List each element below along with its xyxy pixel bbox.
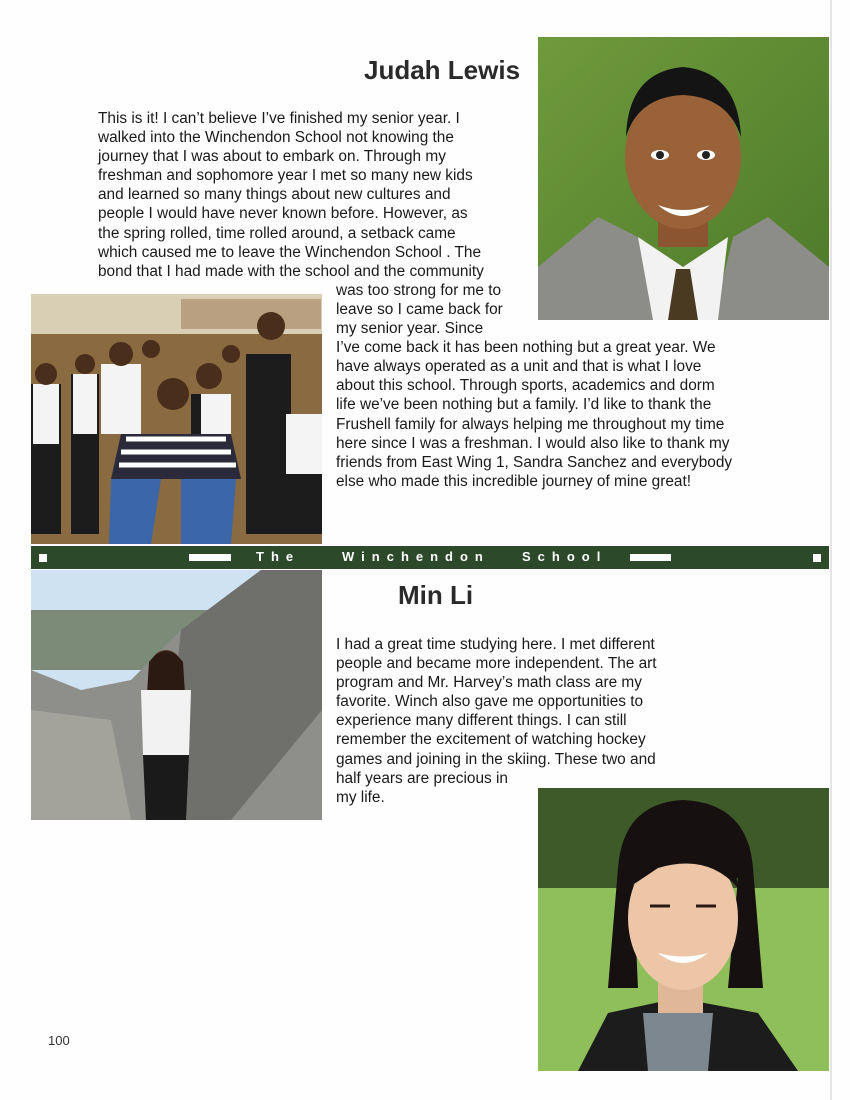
bio-line: bond that I had made with the school and the community bbox=[98, 262, 484, 280]
bio-line: people I would have never known before. However, as bbox=[98, 205, 468, 223]
portrait-min-li-photo bbox=[538, 788, 829, 1071]
bio-line: journey that I was about to embark on. Through my bbox=[98, 148, 446, 166]
banner-word-winchendon: Winchendon bbox=[342, 549, 490, 564]
bio-line: and learned so many things about new cultures and bbox=[98, 186, 451, 204]
banner-word-the: The bbox=[256, 549, 301, 564]
bio-line: games and joining in the skiing. These two and bbox=[336, 750, 656, 768]
student-name-judah: Judah Lewis bbox=[364, 55, 521, 85]
bio-line: This is it! I can’t believe I’ve finished my senior year. I bbox=[98, 110, 460, 127]
school-banner bbox=[31, 546, 829, 569]
bio-line: friends from East Wing 1, Sandra Sanchez and everybody bbox=[336, 453, 733, 471]
page-number: 100 bbox=[48, 1033, 70, 1048]
bio-line: I had a great time studying here. I met different bbox=[336, 636, 655, 653]
group-photo-students bbox=[31, 294, 322, 544]
bio-line: have always operated as a unit and that is what I love bbox=[336, 358, 702, 376]
bio-line: favorite. Winch also gave me opportunities to bbox=[336, 693, 644, 711]
bio-line: life we’ve been nothing but a family. I’d like to thank the bbox=[336, 396, 712, 414]
bio-line: which caused me to leave the Winchendon School . The bbox=[98, 243, 481, 261]
banner-bar-left bbox=[189, 554, 231, 561]
bio-line: my life. bbox=[336, 788, 385, 806]
bio-line: the spring rolled, time rolled around, a setback came bbox=[98, 224, 456, 242]
bio-line: half years are precious in bbox=[336, 769, 508, 787]
bio-line: walked into the Winchendon School not knowing the bbox=[98, 129, 454, 147]
bio-line: here since I was a freshman. I would also like to thank my bbox=[336, 434, 730, 452]
bio-line: Frushell family for always helping me throughout my time bbox=[336, 415, 725, 433]
bio-line: people and became more independent. The art bbox=[336, 655, 657, 673]
bio-line: else who made this incredible journey of mine great! bbox=[336, 472, 692, 490]
page-edge bbox=[830, 0, 832, 1100]
bio-line: experience many different things. I can still bbox=[336, 712, 627, 730]
bio-line: program and Mr. Harvey’s math class are my bbox=[336, 674, 642, 692]
bio-line: leave so I came back for bbox=[336, 300, 503, 318]
banner-square-left bbox=[39, 554, 47, 562]
bio-line: freshman and sophomore year I met so many new kids bbox=[98, 167, 473, 185]
student-bio-min-li bbox=[336, 635, 657, 807]
hiking-photo-min-li bbox=[31, 570, 322, 820]
banner-word-school: School bbox=[522, 549, 608, 564]
bio-line: my senior year. Since bbox=[336, 320, 484, 338]
bio-line: was too strong for me to bbox=[336, 281, 502, 299]
bio-line: remember the excitement of watching hockey bbox=[336, 731, 646, 749]
bio-line: about this school. Through sports, academics and dorm bbox=[336, 377, 715, 395]
student-name-min-li: Min Li bbox=[398, 580, 474, 610]
banner-bar-right bbox=[630, 554, 671, 561]
bio-line: I’ve come back it has been nothing but a great year. We bbox=[336, 339, 716, 357]
banner-square-right bbox=[813, 554, 821, 562]
